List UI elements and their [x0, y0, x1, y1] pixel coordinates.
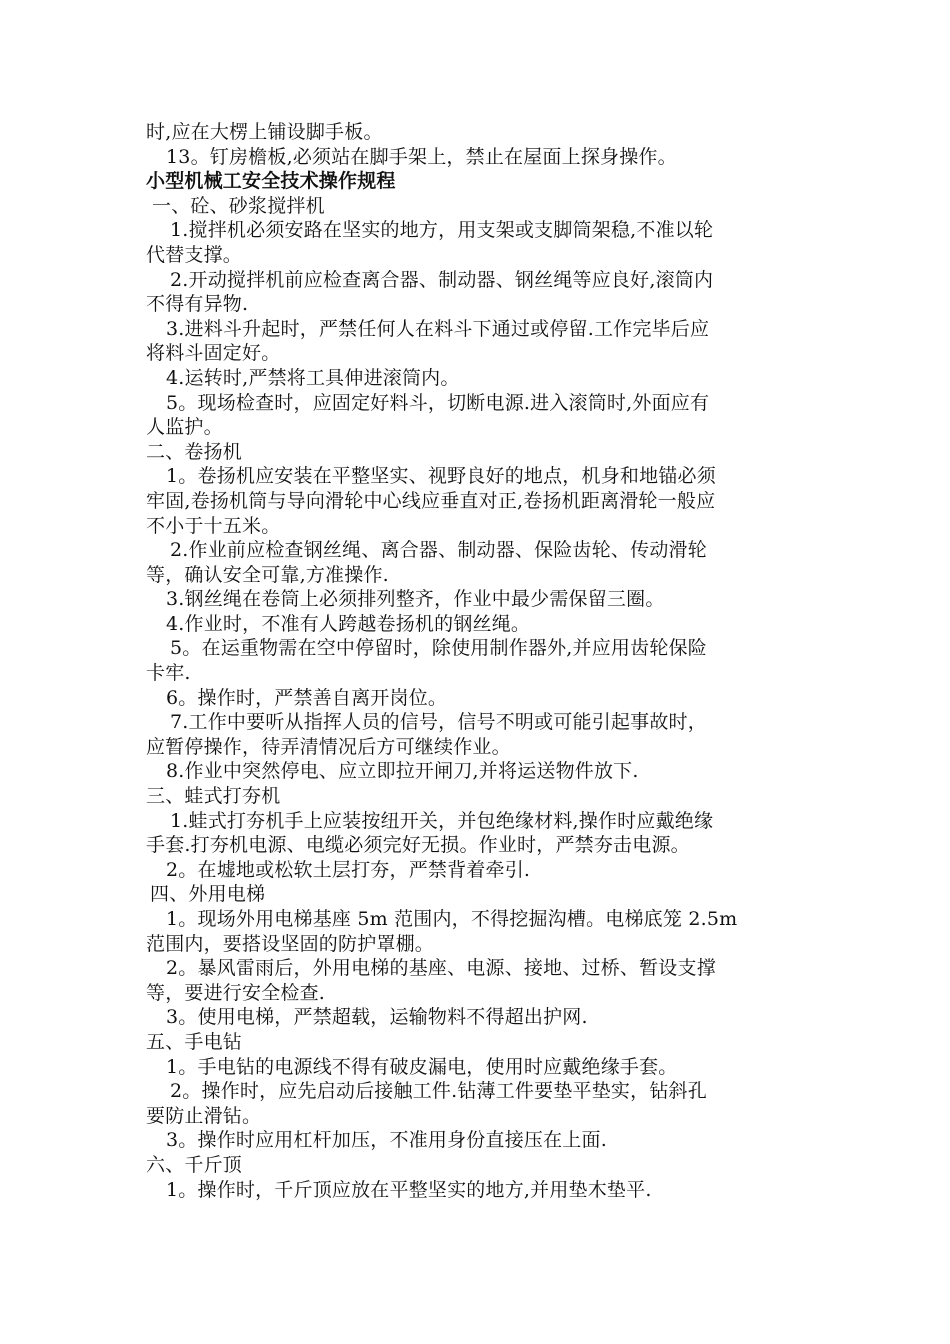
text-line: 五、手电钻: [146, 1030, 243, 1053]
text-line: 2。在墟地或松软土层打夯，严禁背着牵引.: [166, 858, 531, 881]
text-line: 5。现场检查时，应固定好料斗，切断电源.进入滚筒时,外面应有: [166, 391, 710, 414]
text-line: 时,应在大楞上铺设脚手板。: [146, 121, 383, 143]
text-line: 2.开动搅拌机前应检查离合器、制动器、钢丝绳等应良好,滚筒内: [170, 268, 714, 291]
text-line: 1.搅拌机必须安路在坚实的地方，用支架或支脚筒架稳,不准以轮: [170, 219, 714, 242]
text-line: 1。操作时，千斤顶应放在平整坚实的地方,并用垫木垫平.: [166, 1178, 652, 1201]
text-line: 一、砼、砂浆搅拌机: [152, 194, 325, 217]
text-line: 范围内，要搭设坚固的防护罩棚。: [146, 932, 435, 955]
text-line: 应暂停操作，待弄清情况后方可继续作业。: [146, 735, 511, 758]
text-line: 人监护。: [146, 416, 223, 439]
text-line: 1。手电钻的电源线不得有破皮漏电，使用时应戴绝缘手套。: [166, 1055, 678, 1078]
document-body: [146, 120, 816, 1202]
text-line: 3.进料斗升起时，严禁任何人在料斗下通过或停留.工作完毕后应: [166, 317, 710, 340]
text-line: 卡牢.: [146, 662, 191, 685]
text-line: 13。钉房檐板,必须站在脚手架上，禁止在屋面上探身操作。: [166, 145, 677, 168]
section-title: 小型机械工安全技术操作规程: [146, 170, 396, 193]
text-line: 四、外用电梯: [150, 883, 266, 906]
text-line: 2.作业前应检查钢丝绳、离合器、制动器、保险齿轮、传动滑轮: [170, 539, 707, 562]
text-line: 6。操作时，严禁善自离开岗位。: [166, 686, 448, 709]
text-line: 1。现场外用电梯基座 5m 范围内，不得挖掘沟槽。电梯底笼 2.5m: [166, 908, 738, 930]
text-line: 六、千斤顶: [146, 1153, 243, 1176]
text-line: 将料斗固定好。: [146, 342, 281, 365]
text-line: 3。操作时应用杠杆加压，不准用身份直接压在上面.: [166, 1129, 607, 1152]
text-line: 等，要进行安全检查.: [146, 981, 326, 1004]
text-line: 二、卷扬机: [146, 440, 243, 463]
text-line: 三、蛙式打夯机: [146, 785, 281, 808]
text-line: 等，确认安全可靠,方准操作.: [146, 563, 389, 586]
text-line: 代替支撑。: [146, 243, 243, 266]
text-line: 8.作业中突然停电、应立即拉开闸刀,并将运送物件放下.: [166, 760, 639, 783]
text-line: 1.蛙式打夯机手上应装按纽开关，并包绝缘材料,操作时应戴绝缘: [170, 809, 714, 832]
text-line: 不小于十五米。: [146, 514, 281, 537]
text-line: 不得有异物.: [146, 293, 249, 316]
text-line: 2。操作时，应先启动后接触工件.钻薄工件要垫平垫实，钻斜孔: [170, 1080, 707, 1103]
text-line: 2。暴风雷雨后，外用电梯的基座、电源、接地、过桥、暂设支撑: [166, 957, 716, 980]
text-line: 3。使用电梯，严禁超载，运输物料不得超出护网.: [166, 1006, 588, 1029]
text-line: 手套.打夯机电源、电缆必须完好无损。作业时，严禁夯击电源。: [146, 834, 690, 857]
text-line: 4.作业时，不准有人跨越卷扬机的钢丝绳。: [166, 612, 531, 635]
text-line: 牢固,卷扬机筒与导向滑轮中心线应垂直对正,卷扬机距离滑轮一般应: [146, 489, 716, 512]
text-line: 1。卷扬机应安装在平整坚实、视野良好的地点，机身和地锚必须: [166, 465, 716, 488]
text-line: 5。在运重物需在空中停留时，除使用制作器外,并应用齿轮保险: [170, 637, 707, 660]
text-line: 4.运转时,严禁将工具伸进滚筒内。: [166, 366, 460, 389]
text-line: 要防止滑钻。: [146, 1104, 262, 1127]
text-line: 7.工作中要听从指挥人员的信号，信号不明或可能引起事故时，: [170, 711, 707, 734]
text-line: 3.钢丝绳在卷筒上必须排列整齐，作业中最少需保留三圈。: [166, 588, 665, 611]
